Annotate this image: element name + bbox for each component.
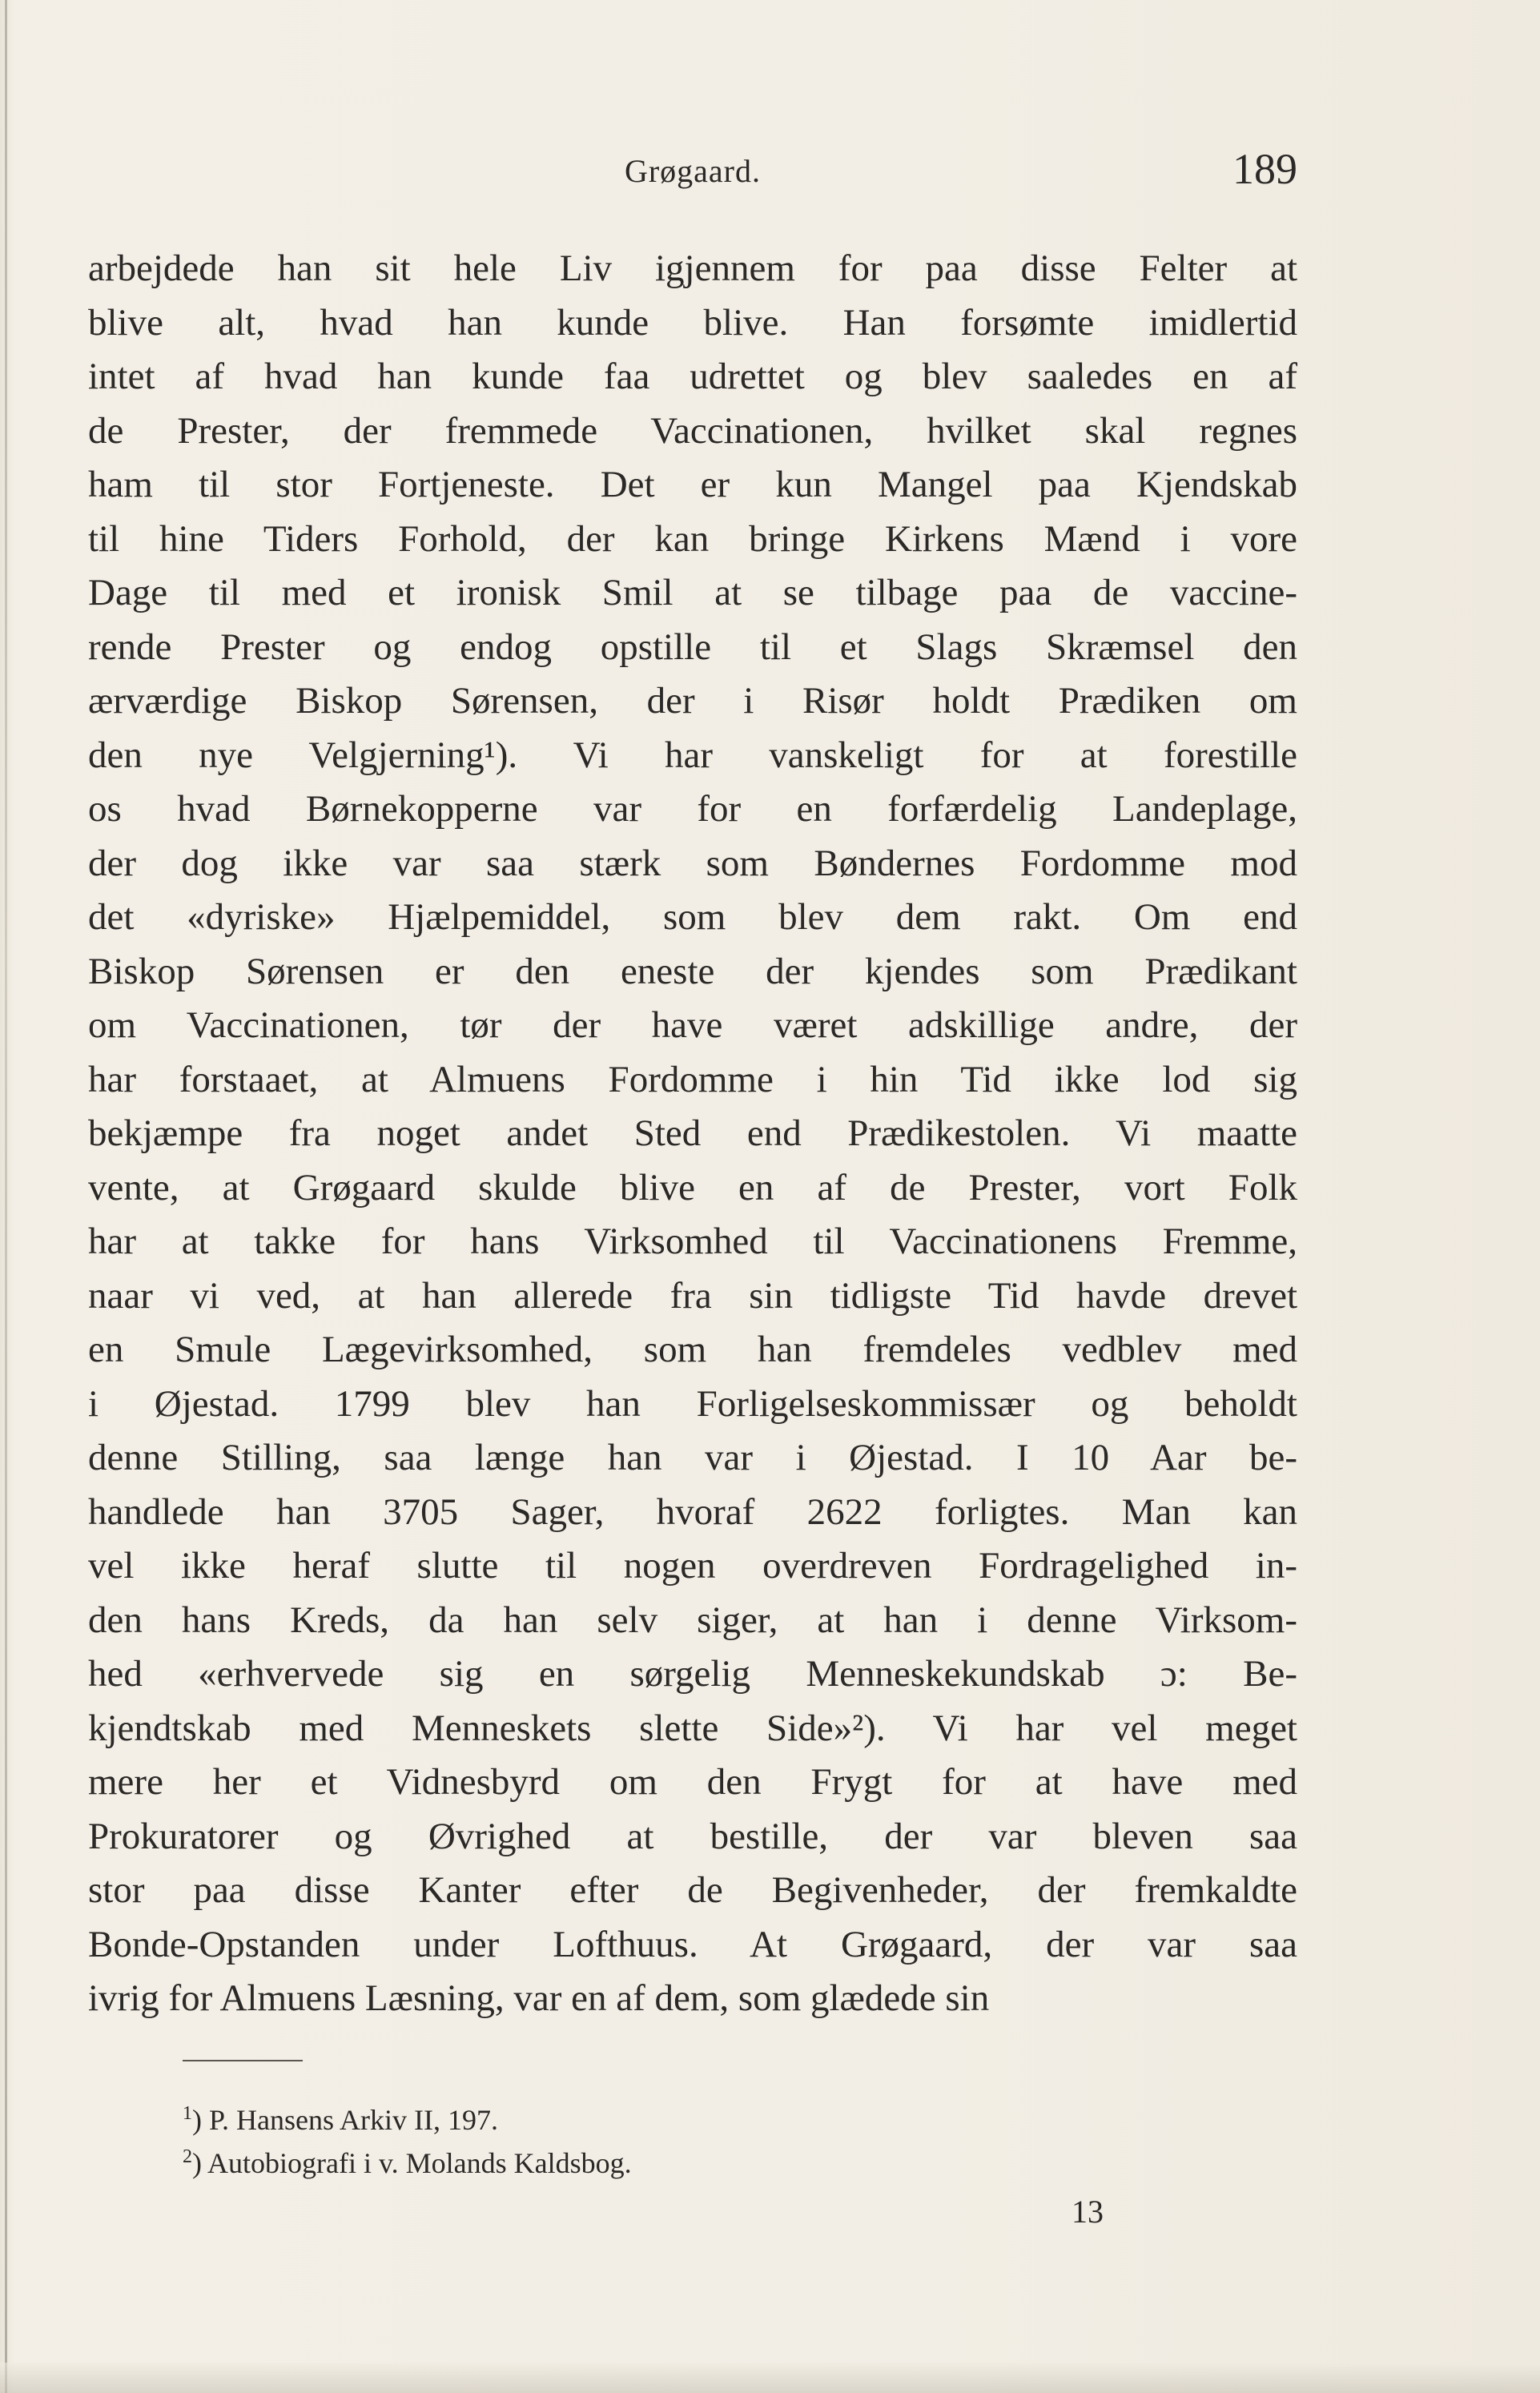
text-line: der dog ikke var saa stærk som Bøndernes Fordomme mod xyxy=(88,842,1297,884)
text-line: blive alt, hvad han kunde blive. Han forsømte imidlertid xyxy=(88,301,1297,344)
footnote-mark: 2 xyxy=(183,2146,192,2167)
text-line: naar vi ved, at han allerede fra sin tidligste Tid havde drevet xyxy=(88,1274,1297,1317)
page-bottom-edge xyxy=(0,2363,1540,2393)
running-head xyxy=(88,136,1297,192)
text-line: denne Stilling, saa længe han var i Øjestad. I 10 Aar be- xyxy=(88,1437,1297,1478)
signature-mark: 13 xyxy=(1072,2194,1104,2230)
text-line: en Smule Lægevirksomhed, som han fremdeles vedblev med xyxy=(88,1329,1297,1370)
footnote-rule xyxy=(183,2060,303,2061)
text-line: vel ikke heraf slutte til nogen overdreven Fordragelighed in- xyxy=(88,1545,1297,1587)
footnote xyxy=(183,2142,903,2185)
footnote-text: ) Autobiografi i v. Molands Kaldsbog. xyxy=(192,2147,632,2179)
footnotes xyxy=(183,2098,903,2185)
footnote xyxy=(183,2098,903,2142)
text-line: bekjæmpe fra noget andet Sted end Prædikestolen. Vi maatte xyxy=(88,1112,1297,1154)
text-line: den hans Kreds, da han selv siger, at han i denne Virksom- xyxy=(88,1599,1297,1641)
text-line: ærværdige Biskop Sørensen, der i Risør holdt Prædiken om xyxy=(88,680,1297,722)
text-line: om Vaccinationen, tør der have været adskillige andre, der xyxy=(88,1004,1297,1046)
body-text xyxy=(88,242,1297,2026)
text-line: til hine Tiders Forhold, der kan bringe Kirkens Mænd i vore xyxy=(88,517,1297,560)
text-line: de Prester, der fremmede Vaccinationen, hvilket skal regnes xyxy=(88,409,1297,452)
text-line: Bonde-Opstanden under Lofthuus. At Grøgaard, der var saa xyxy=(88,1923,1297,1965)
text-line: vente, at Grøgaard skulde blive en af de Prester, vort Folk xyxy=(88,1166,1297,1209)
page-number: 189 xyxy=(1232,145,1297,193)
text-line: os hvad Børnekopperne var for en forfærdelig Landeplage, xyxy=(88,788,1297,830)
text-line: det «dyriske» Hjælpemiddel, som blev dem rakt. Om end xyxy=(88,896,1297,938)
text-line: Prokuratorer og Øvrighed at bestille, der var bleven saa xyxy=(88,1815,1297,1857)
text-line: handlede han 3705 Sager, hvoraf 2622 forligtes. Man kan xyxy=(88,1490,1297,1533)
text-line: Biskop Sørensen er den eneste der kjendes som Prædikant xyxy=(88,950,1297,992)
text-line: stor paa disse Kanter efter de Begivenheder, der fremkaldte xyxy=(88,1869,1297,1911)
text-line: kjendtskab med Menneskets slette Side»²). Vi har vel meget xyxy=(88,1707,1297,1749)
text-line: den nye Velgjerning¹). Vi har vanskeligt for at forestille xyxy=(88,734,1297,776)
text-line: ivrig for Almuens Læsning, var en af dem, som glædede sin xyxy=(88,1977,990,2019)
text-line: Dage til med et ironisk Smil at se tilbage paa de vaccine- xyxy=(88,572,1297,613)
footnote-mark: 1 xyxy=(183,2103,192,2124)
text-line: intet af hvad han kunde faa udrettet og blev saaledes en af xyxy=(88,356,1297,397)
text-line: i Øjestad. 1799 blev han Forligelseskommissær og beholdt xyxy=(88,1382,1297,1425)
footnote-text: ) P. Hansens Arkiv II, 197. xyxy=(192,2104,498,2136)
text-line: mere her et Vidnesbyrd om den Frygt for at have med xyxy=(88,1761,1297,1803)
text-line: arbejdede han sit hele Liv igjennem for paa disse Felter at xyxy=(88,247,1297,289)
text-line: ham til stor Fortjeneste. Det er kun Mangel paa Kjendskab xyxy=(88,464,1297,505)
running-title: Grøgaard. xyxy=(624,153,762,189)
text-line: har forstaaet, at Almuens Fordomme i hin Tid ikke lod sig xyxy=(88,1058,1297,1100)
page-left-edge xyxy=(5,0,7,2393)
text-line: rende Prester og endog opstille til et Slags Skræmsel den xyxy=(88,625,1297,668)
text-line: hed «erhvervede sig en sørgelig Menneskekundskab ɔ: Be- xyxy=(88,1653,1297,1695)
text-line: har at takke for hans Virksomhed til Vaccinationens Fremme, xyxy=(88,1221,1297,1262)
